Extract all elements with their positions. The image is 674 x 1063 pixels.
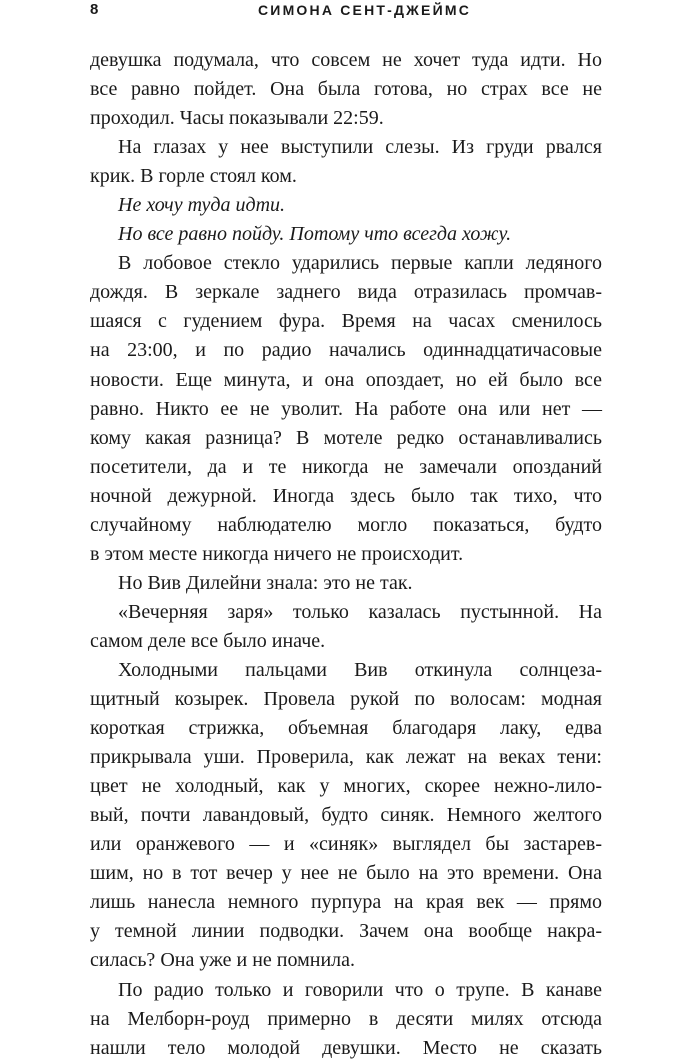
text-line: Не хочу туда идти.	[118, 194, 286, 217]
text-line: На глазах у нее выступили слезы. Из груди рвался	[118, 136, 602, 159]
text-line: вый, почти лавандовый, будто синяк. Немного желтого	[90, 804, 602, 827]
text-line: прикрывала уши. Проверила, как лежат на веках тени:	[90, 746, 602, 769]
text-line: Холодными пальцами Вив откинула солнцеза-	[118, 658, 602, 681]
text-line: все равно пойдет. Она была готова, но страх все не	[90, 78, 602, 101]
text-line: ночной дежурной. Иногда здесь было так тихо, что	[90, 484, 602, 507]
text-line: кому какая разница? В мотеле редко останавливались	[90, 426, 602, 449]
text-line: Но все равно пойду. Потому что всегда хожу.	[118, 223, 512, 246]
text-line: у темной линии подводки. Зачем она вообще накра-	[90, 920, 602, 943]
text-line: новости. Еще минута, и она опоздает, но ей было все	[90, 368, 602, 391]
text-line: случайному наблюдателю могло показаться, будто	[90, 513, 602, 536]
text-line: В лобовое стекло ударились первые капли ледяного	[118, 252, 602, 275]
text-line: короткая стрижка, объемная благодаря лаку, едва	[90, 717, 602, 740]
text-line: самом деле все было иначе.	[90, 629, 326, 652]
text-line: Но Вив Дилейни знала: это не так.	[118, 571, 413, 594]
text-line: крик. В горле стоял ком.	[90, 165, 297, 188]
running-head: СИМОНА СЕНТ-ДЖЕЙМС	[258, 2, 472, 18]
text-line: шаяся с гудением фура. Время на часах сменилось	[90, 310, 602, 333]
text-line: шим, но в тот вечер у нее не было на это времени. Она	[90, 862, 602, 885]
text-line: дождя. В зеркале заднего вида отразилась промчав-	[90, 281, 602, 304]
body-text	[90, 46, 602, 1063]
text-line: цвет не холодный, как у многих, скорее нежно-лило-	[90, 775, 602, 798]
text-line: По радио только и говорили что о трупе. В канаве	[118, 978, 602, 1001]
text-line: щитный козырек. Провела рукой по волосам: модная	[90, 688, 602, 711]
text-line: на 23:00, и по радио начались одиннадцатичасовые	[90, 339, 602, 362]
text-line: равно. Никто ее не уволит. На работе она или нет —	[90, 397, 602, 420]
page-number: 8	[90, 1, 99, 18]
text-line: силась? Она уже и не помнила.	[90, 949, 356, 972]
text-line: в этом месте никогда ничего не происходит.	[90, 542, 464, 565]
text-line: или оранжевого — и «синяк» выглядел бы застарев-	[90, 833, 602, 856]
text-line: «Вечерняя заря» только казалась пустынной. На	[118, 600, 602, 623]
text-line: лишь нанесла немного пурпура на края век — прямо	[90, 891, 602, 914]
text-line: девушка подумала, что совсем не хочет туда идти. Но	[90, 49, 602, 71]
text-line: нашли тело молодой девушки. Место не сказать	[90, 1036, 602, 1059]
text-line: проходил. Часы показывали 22:59.	[90, 107, 384, 130]
text-line: на Мелборн-роуд примерно в десяти милях отсюда	[90, 1007, 602, 1030]
text-line: посетители, да и те никогда не замечали опозданий	[90, 455, 602, 478]
